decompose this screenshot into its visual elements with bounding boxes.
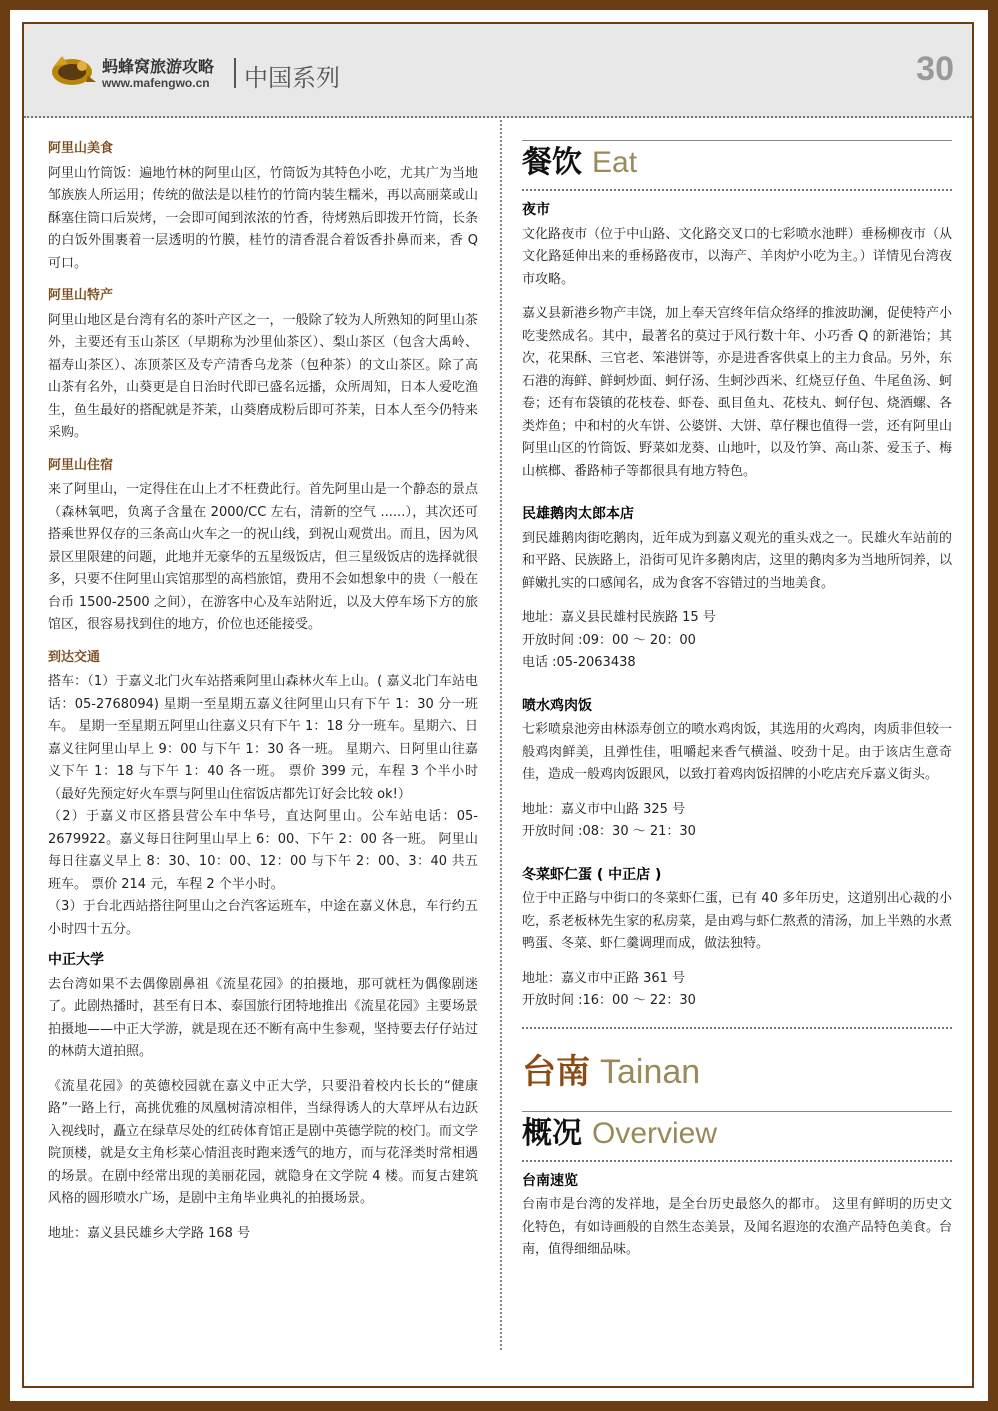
paragraph: 阿里山竹筒饭：遍地竹林的阿里山区，竹筒饭为其特色小吃，尤其广为当地邹族族人所运用；传统的做法是以桂竹的竹筒内装生糯米，再以高丽菜或山酥塞住筒口后炭烤，一会即可闻到浓浓的竹香，待烤熟后即拨开竹筒，长条的白饭外围裹着一层透明的竹膜，桂竹的清香混合着饭香扑鼻而来，香 Q 可口。 (48, 165, 478, 271)
dotted-divider (522, 1027, 952, 1029)
paragraph: 文化路夜市（位于中山路、文化路交叉口的七彩喷水池畔）垂杨柳夜市（从文化路延伸出来的垂杨路夜市，以海产、羊肉炉小吃为主。）详情见台湾夜市攻略。 (522, 226, 952, 287)
right-column (522, 138, 952, 1262)
opening-hours: 开放时间 :16：00 ～ 22：30 (522, 993, 696, 1008)
section-heading: 阿里山住宿 (48, 457, 114, 473)
paragraph: 阿里山地区是台湾有名的茶叶产区之一，一般除了较为人所熟知的阿里山茶外，主要还有玉山茶区（早期称为沙里仙茶区）、梨山茶区（包含大禹岭、福寿山茶区）、冻顶茶区及专产清香乌龙茶（包种茶）的文山茶区。除了高山茶有名外，山葵更是自日治时代即已盛名远播，众所周知，日本人爱吃渔生，鱼生最好的搭配就是芥茉，山葵磨成粉后即可芥茉，日本人至今仍特来采购。 (48, 312, 478, 440)
subsection-heading: 民雄鹅肉太郎本店 (522, 506, 634, 522)
page (10, 10, 988, 1401)
subsection-heading: 台南速览 (522, 1172, 578, 1189)
header-separator (234, 58, 236, 88)
phone: 电话 :05-2063438 (522, 655, 636, 670)
dotted-divider (522, 1160, 952, 1162)
bee-logo-icon (48, 52, 98, 88)
section-title-overview (522, 1111, 952, 1152)
subsection-heading: 夜市 (522, 202, 550, 218)
paragraph: （2）于嘉义市区搭县营公车中华号，直达阿里山。公车站电话：05-2679922。嘉义每日往阿里山早上 6：00、下午 2：00 各一班。 阿里山每日往嘉义早上 8：30、10：00、12：00 与下午 2：00、3：40 共五班车。 票价 214 元，车程 2 个半小时。 (48, 809, 478, 892)
paragraph: 搭车：（1）于嘉义北门火车站搭乘阿里山森林火车上山。( 嘉义北门车站电话：05-2768094) 星期一至星期五嘉义往阿里山只有下午 1：30 分一班车。 星期一至星期五阿里山往嘉义只有下午 1：18 分一班车。星期六、日嘉义往阿里山早上 9：00 与下午 1：30 各一班。 星期六、日阿里山往嘉义下午 1：18 与下午 1：40 各一班。 票价 399 元，车程 3 个半小时（最好先预定好火车票与阿里山住宿饭店都先订好会比较 ok!） (48, 674, 478, 802)
page-number: 30 (916, 50, 954, 88)
column-divider (500, 120, 502, 1350)
series-title: 中国系列 (244, 64, 340, 92)
brand-url: www.mafengwo.cn (102, 76, 210, 90)
section-title-cn: 概况 (522, 1115, 582, 1151)
section-title-en: Overview (592, 1116, 718, 1150)
section-title-cn: 餐饮 (522, 145, 582, 180)
section-heading: 中正大学 (48, 952, 104, 968)
paragraph: 七彩喷泉池旁由林添寿创立的喷水鸡肉饭，其选用的火鸡肉，肉质非但较一般鸡肉鲜美，且弹性佳，咀嚼起来香气横溢、咬劲十足。由于该店生意奇佳，造成一般鸡肉饭跟风，以致打着鸡肉饭招牌的小吃店充斥嘉义街头。 (522, 722, 952, 782)
section-heading: 阿里山美食 (48, 141, 114, 156)
region-title-tainan (522, 1051, 952, 1093)
region-title-en: Tainan (600, 1052, 701, 1091)
section-heading: 阿里山特产 (48, 288, 114, 303)
paragraph: 到民雄鹅肉街吃鹅肉，近年成为到嘉义观光的重头戏之一。民雄火车站前的和平路、民族路上，沿街可见许多鹅肉店，这里的鹅肉多为当地所饲养，以鲜嫩扎实的口感闻名，成为食客不容错过的当地美食。 (522, 530, 952, 591)
dotted-divider (522, 189, 952, 191)
address: 地址：嘉义县民雄乡大学路 168 号 (48, 1225, 251, 1241)
section-title-eat (522, 140, 952, 181)
address: 地址：嘉义市中山路 325 号 (522, 801, 686, 817)
paragraph: 去台湾如果不去偶像剧鼻祖《流星花园》的拍摄地，那可就枉为偶像剧迷了。此剧热播时，甚至有日本、泰国旅行团特地推出《流星花园》主要场景拍摄地——中正大学游，就是现在还不断有高中生参观，坚持要去仔仔站过的林荫大道拍照。 (48, 976, 478, 1059)
paragraph: 台南市是台湾的发祥地，是全台历史最悠久的都市。 这里有鲜明的历史文化特色，有如诗画般的自然生态美景，及闻名遐迩的农渔产品特色美食。台南，值得细细品味。 (522, 1197, 952, 1257)
paragraph: 嘉义县新港乡物产丰饶，加上奉天宫终年信众络绎的推波助澜，促使特产小吃斐然成名。其中，最著名的莫过于风行数十年、小巧香 Q 的新港饴；其次，花果酥、三官老、笨港饼等，亦是进香客供桌上的主力食品。另外，东石港的海鲜、鲜蚵炒面、蚵仔汤、生蚵沙西米、红烧豆仔鱼、牛尾鱼汤、蚵卷；还有布袋镇的花枝卷、虾卷、虱目鱼丸、花枝丸、蚵仔包、烧酒螺、各类炸鱼；中和村的火车饼、公婆饼、大饼、草仔粿也值得一尝，还有阿里山阿里山区的竹筒饭、野菜如龙葵、山地叶，以及竹笋、高山茶、爱玉子、梅山槟榔、番路柿子等都很具有地方特色。 (522, 306, 952, 479)
section-title-en: Eat (592, 146, 638, 179)
brand-name: 蚂蜂窝旅游攻略 (102, 57, 215, 76)
paragraph: 来了阿里山，一定得住在山上才不枉费此行。首先阿里山是一个静态的景点（森林氧吧，负离子含量在 2000/CC 左右，清新的空气 ......），其次还可搭乘世界仅存的三条高山火车之一的祝山线，到祝山观赏出。而且，因为风景区里限建的问题，此地并无豪华的五星级饭店，但三星级饭店的选择就很多，只要不住阿里山宾馆那型的高档旅馆，费用不会如想象中的贵（一般在台币 1500-2500 之间），在游客中心及车站附近，以及大停车场下方的旅馆区，很容易找到住的地方，价位也还能接受。 (48, 482, 478, 632)
paragraph: （3）于台北西站搭往阿里山之台汽客运班车，中途在嘉义休息，车行约五小时四十五分。 (48, 899, 478, 937)
paragraph: 位于中正路与中街口的冬菜虾仁蛋，已有 40 多年历史，这道别出心裁的小吃，系老板林先生家的私房菜，是由鸡与虾仁熬煮的清汤，加上半熟的水煮鸭蛋、冬菜、虾仁羹调理而成，做法独特。 (522, 891, 952, 951)
paragraph: 《流星花园》的英德校园就在嘉义中正大学，只要沿着校内长长的“健康路”一路上行，高挑优雅的凤凰树清凉相伴，当绿得诱人的大草坪从右边跃入视线时，矗立在绿草尽处的红砖体育馆正是剧中英德学院的校门。而文学院顶楼，就是女主角杉菜心情沮丧时跑来透气的地方，而与花泽类时常相遇的场景。在剧中经常出现的美丽花园，就隐身在文学院 4 楼。而复古建筑风格的圆形喷水广场，是剧中主角毕业典礼的拍摄场景。 (48, 1078, 478, 1206)
address: 地址：嘉义县民雄村民族路 15 号 (522, 610, 716, 625)
subsection-heading: 冬菜虾仁蛋 ( 中正店 ) (522, 866, 662, 883)
address: 地址：嘉义市中正路 361 号 (522, 970, 686, 986)
opening-hours: 开放时间 :09：00 ～ 20：00 (522, 632, 696, 648)
left-column (48, 138, 478, 1245)
page-header (24, 24, 972, 118)
region-title-cn: 台南 (522, 1051, 590, 1092)
subsection-heading: 喷水鸡肉饭 (522, 697, 592, 714)
section-heading: 到达交通 (48, 649, 101, 665)
opening-hours: 开放时间 :08：30 ～ 21：30 (522, 824, 696, 839)
